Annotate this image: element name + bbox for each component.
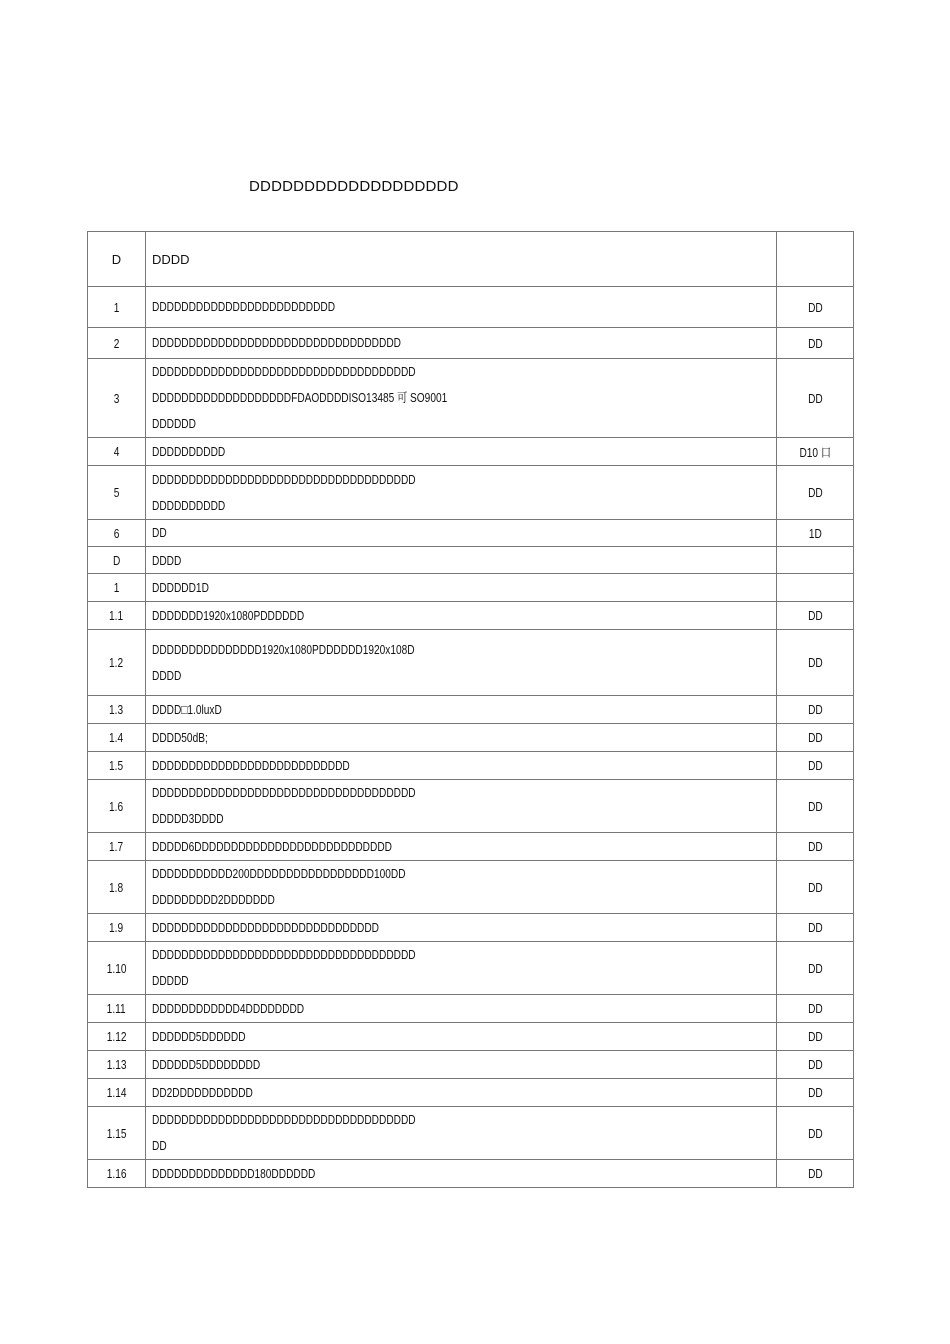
status-cell [777, 724, 854, 752]
requirement-text: DDDD□1.0luxD [152, 701, 222, 717]
requirement-text: DDDDD6DDDDDDDDDDDDDDDDDDDDDDDDDDD [152, 838, 392, 854]
header-req-label: DDDD [152, 251, 190, 267]
requirement-text: DD [152, 1138, 167, 1153]
requirement-cell [146, 438, 777, 466]
status-text: DD [807, 1125, 823, 1141]
table-row [88, 914, 854, 942]
requirement-cell [146, 861, 777, 914]
requirement-cell [146, 1160, 777, 1188]
status-cell [777, 1023, 854, 1051]
requirement-text: DD2DDDDDDDDDDD [152, 1084, 253, 1100]
table-row [88, 438, 854, 466]
table-row [88, 630, 854, 696]
status-cell [777, 438, 854, 466]
status-cell [777, 287, 854, 328]
requirement-cell [146, 724, 777, 752]
row-number-cell [88, 696, 146, 724]
table-row [88, 1160, 854, 1188]
table-row [88, 466, 854, 520]
row-number: 1.5 [109, 758, 124, 773]
requirement-cell [146, 780, 777, 833]
status-text: DD [807, 960, 823, 976]
status-text: DD [807, 1085, 823, 1100]
row-number: 1 [113, 580, 120, 595]
status-text: DD [807, 655, 823, 670]
row-number-cell [88, 438, 146, 466]
row-number: 1.14 [106, 1085, 127, 1100]
requirement-text: DDDDDDDDDDDDDDDDDDDDDDDDDDDDDDDDDDDD [152, 364, 416, 379]
status-cell [777, 520, 854, 547]
table-row [88, 328, 854, 359]
table-header-row [88, 232, 854, 287]
row-number: 2 [113, 335, 120, 351]
requirement-text: DDDDDDDDD2DDDDDDD [152, 892, 275, 907]
row-number-cell [88, 328, 146, 359]
status-cell [777, 1079, 854, 1107]
row-number: 1.8 [109, 879, 124, 895]
row-number-cell [88, 1160, 146, 1188]
requirement-cell [146, 1023, 777, 1051]
requirement-cell [146, 942, 777, 995]
requirement-cell [146, 914, 777, 942]
requirement-text: DDDDDD1D [152, 579, 209, 595]
row-number-cell [88, 833, 146, 861]
row-number-cell [88, 1023, 146, 1051]
requirement-text: DDDDDDDDDDDD4DDDDDDDD [152, 1000, 305, 1016]
requirement-cell [146, 466, 777, 520]
status-cell [777, 328, 854, 359]
table-row [88, 359, 854, 438]
row-number-cell [88, 287, 146, 328]
status-cell [777, 1051, 854, 1079]
requirement-text: DDDDDDDDDDDDDDDDDDDDDDDDDDDDDDD [152, 919, 380, 935]
row-number: 3 [113, 390, 120, 406]
status-text: DD [807, 839, 823, 854]
row-number-cell [88, 752, 146, 780]
requirement-cell [146, 833, 777, 861]
table-row [88, 520, 854, 547]
requirement-cell [146, 696, 777, 724]
table-row [88, 995, 854, 1023]
row-number-cell [88, 861, 146, 914]
row-number-cell [88, 995, 146, 1023]
table-row [88, 287, 854, 328]
row-number: 1.4 [109, 730, 124, 745]
status-cell [777, 630, 854, 696]
status-text: DD [807, 335, 823, 351]
row-number: 6 [113, 525, 120, 541]
requirement-text: DDDDDDDDDDDDDDDDDDDDDDDDDDDDDDDDDDDD [152, 1112, 416, 1127]
requirement-cell [146, 359, 777, 438]
status-cell [777, 833, 854, 861]
header-status-cell [777, 232, 854, 287]
requirement-text: DDDDDDDDDDDDDDDDDDDDDDDDD [152, 299, 336, 314]
row-number-cell [88, 466, 146, 520]
status-text: DD [807, 299, 823, 315]
row-number: 1 [113, 299, 120, 315]
status-cell [777, 359, 854, 438]
status-cell [777, 861, 854, 914]
row-number: 5 [113, 485, 120, 500]
requirement-cell [146, 287, 777, 328]
requirement-cell [146, 995, 777, 1023]
requirement-cell [146, 752, 777, 780]
row-number-cell [88, 780, 146, 833]
row-number: 1.12 [106, 1029, 127, 1044]
requirement-text: DDDDDD [152, 416, 196, 431]
row-number: 1.1 [109, 608, 124, 623]
status-cell [777, 752, 854, 780]
requirement-text: DDDDDDDDDDDDDDDDDDDDDDDDDDDDDDDDDDDD [152, 471, 416, 487]
status-text: D10 口 [799, 445, 831, 460]
requirement-text: DDDD [152, 667, 182, 683]
status-text: DD [807, 485, 823, 500]
status-text: DD [807, 390, 823, 406]
status-text: 1D [808, 525, 822, 541]
table-row [88, 574, 854, 602]
row-number: 1.9 [109, 920, 124, 935]
table-subheader-row [88, 547, 854, 574]
requirement-cell [146, 1051, 777, 1079]
requirement-text: DDDDDDDDDDDDDDDDDDDDDDDDDDD [152, 757, 350, 773]
requirement-cell [146, 520, 777, 547]
status-cell [777, 942, 854, 995]
table-row [88, 1051, 854, 1079]
row-number: 1.2 [109, 655, 124, 670]
table-row [88, 602, 854, 630]
table-row [88, 724, 854, 752]
status-text: DD [807, 920, 823, 935]
table-row [88, 1079, 854, 1107]
requirement-cell [146, 328, 777, 359]
header-req-cell [146, 232, 777, 287]
row-number: 4 [113, 444, 120, 459]
row-number-cell [88, 602, 146, 630]
row-number-cell [88, 574, 146, 602]
row-number: 1.3 [109, 702, 124, 717]
table-row [88, 942, 854, 995]
requirement-cell [146, 602, 777, 630]
header-no-label: D [111, 251, 122, 267]
status-text: DD [807, 1057, 823, 1072]
table-row [88, 696, 854, 724]
row-number-cell [88, 914, 146, 942]
requirement-text: DDDDDDD1920x1080PDDDDDD [152, 607, 305, 623]
status-text: DD [807, 879, 823, 895]
requirement-text: DDDDD [152, 973, 189, 988]
subheader-status-cell [777, 547, 854, 574]
requirement-text: DDDDDD5DDDDDDDD [152, 1056, 261, 1072]
status-cell [777, 780, 854, 833]
status-cell [777, 602, 854, 630]
subheader-no-cell [88, 547, 146, 574]
subheader-no-label: D [112, 552, 121, 568]
requirement-text: DDDDDDDDDDDDDDD1920x1080PDDDDDD1920x108D [152, 641, 415, 657]
status-cell [777, 914, 854, 942]
row-number-cell [88, 520, 146, 547]
status-cell [777, 995, 854, 1023]
status-cell [777, 1107, 854, 1160]
requirement-text: DDDDDD5DDDDDD [152, 1028, 246, 1044]
row-number: 1.13 [106, 1057, 127, 1072]
row-number-cell [88, 1107, 146, 1160]
status-text: DD [807, 758, 823, 773]
status-text: DD [807, 1001, 823, 1016]
status-text: DD [807, 798, 823, 814]
row-number: 1.11 [107, 1001, 126, 1016]
row-number-cell [88, 1079, 146, 1107]
subheader-req-cell [146, 547, 777, 574]
document-title: DDDDDDDDDDDDDDDDDDD [249, 178, 459, 195]
status-cell [777, 696, 854, 724]
status-text: DD [807, 1166, 823, 1181]
requirement-text: DDDDD3DDDD [152, 811, 224, 826]
requirement-text: DDDDDDDDDDDDDDDDDDDDDDDDDDDDDDDDDD [152, 335, 401, 350]
row-number: 1.16 [106, 1166, 127, 1181]
requirement-cell [146, 1107, 777, 1160]
row-number-cell [88, 630, 146, 696]
requirement-text: DDDDDDDDDDDDDD180DDDDDD [152, 1165, 316, 1181]
subheader-req-label: DDDD [152, 552, 182, 568]
requirement-text: DD [152, 525, 167, 540]
status-text: DD [807, 730, 823, 745]
table-row [88, 1107, 854, 1160]
row-number: 1.15 [106, 1125, 127, 1141]
row-number-cell [88, 942, 146, 995]
row-number-cell [88, 1051, 146, 1079]
table-row [88, 861, 854, 914]
requirement-text: DDDDDDDDDD [152, 497, 226, 513]
status-cell [777, 1160, 854, 1188]
status-text: DD [807, 702, 823, 717]
requirement-cell [146, 574, 777, 602]
header-no-cell [88, 232, 146, 287]
table-row [88, 752, 854, 780]
row-number: 1.6 [109, 798, 124, 814]
requirement-text: DDDDDDDDDDDDDDDDDDDFDAODDDDISO13485 可 SO9001 [152, 390, 448, 405]
requirement-cell [146, 630, 777, 696]
status-text: DD [807, 1029, 823, 1044]
requirement-text: DDDDDDDDDDDDDDDDDDDDDDDDDDDDDDDDDDDD [152, 785, 416, 800]
status-text: DD [807, 608, 823, 623]
spec-table [87, 231, 854, 1188]
table-row [88, 780, 854, 833]
requirement-text: DDDDDDDDDDDDDDDDDDDDDDDDDDDDDDDDDDDD [152, 947, 416, 962]
row-number: 1.10 [106, 960, 127, 976]
table-row [88, 1023, 854, 1051]
row-number: 1.7 [109, 839, 124, 854]
row-number-cell [88, 724, 146, 752]
requirement-text: DDDDDDDDDDD200DDDDDDDDDDDDDDDDD100DD [152, 866, 406, 881]
status-cell [777, 466, 854, 520]
requirement-text: DDDDDDDDDD [152, 443, 226, 459]
row-number-cell [88, 359, 146, 438]
requirement-cell [146, 1079, 777, 1107]
requirement-text: DDDD50dB; [152, 729, 208, 745]
table-row [88, 833, 854, 861]
status-cell [777, 574, 854, 602]
spec-table-body [88, 232, 854, 1188]
